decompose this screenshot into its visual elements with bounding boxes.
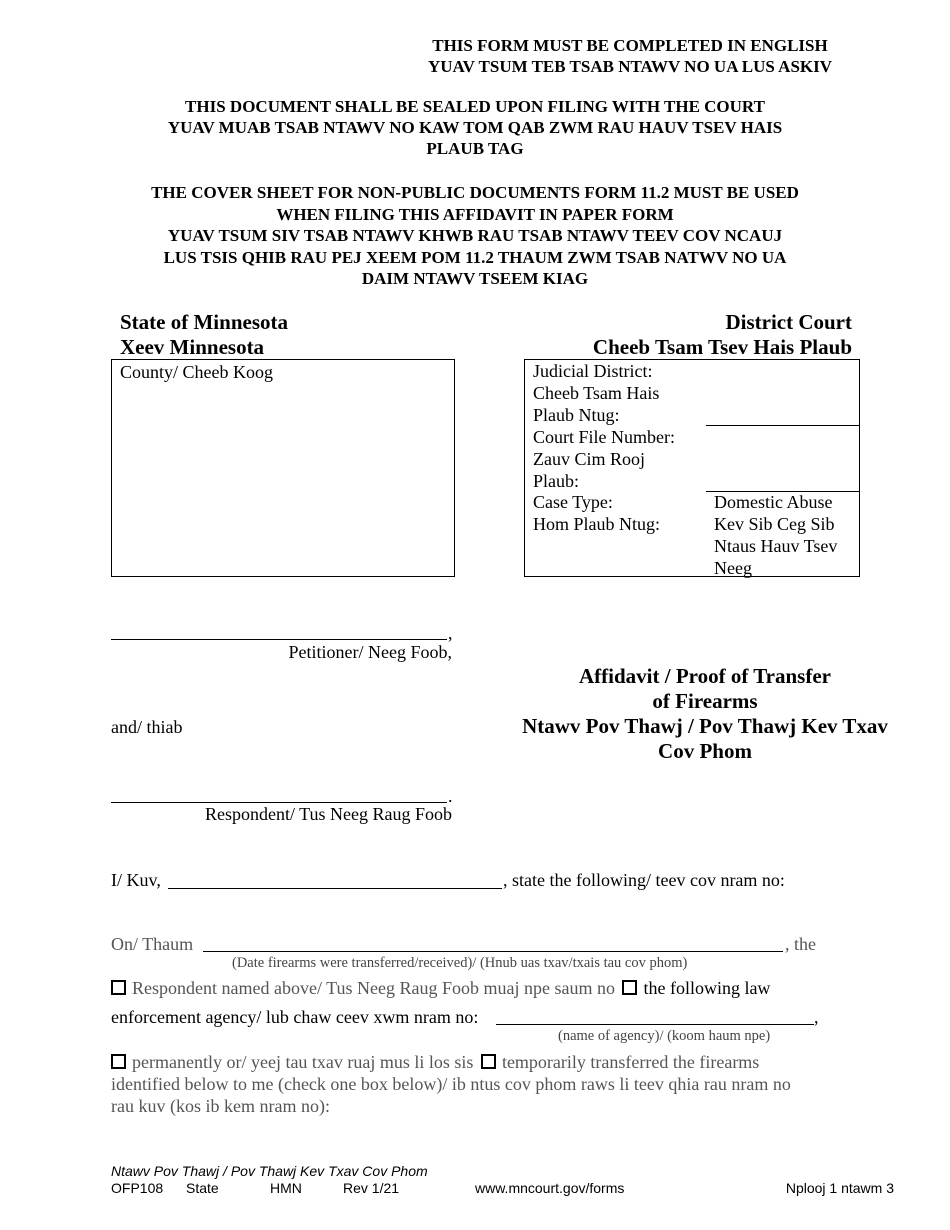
footer-url[interactable]: www.mncourt.gov/forms <box>475 1180 625 1196</box>
affiant-suffix: , state the following/ teev cov nram no: <box>503 870 785 890</box>
cover-notice-line: DAIM NTAWV TSEEM KIAG <box>361 269 589 288</box>
footer-language: HMN <box>270 1180 302 1196</box>
petitioner-comma: , <box>448 623 453 643</box>
agency-line-label: enforcement agency/ lub chaw ceev xwm nram no: <box>111 1007 479 1027</box>
cover-sheet-notice <box>75 182 875 290</box>
county-box[interactable] <box>111 359 455 577</box>
permanent-checkbox[interactable] <box>111 1054 126 1069</box>
court-name-hmong: Cheeb Tsam Tsev Hais Plaub <box>592 335 852 359</box>
footer-title: Ntawv Pov Thawj / Pov Thawj Kev Txav Cov Phom <box>111 1163 428 1179</box>
court-heading <box>500 310 852 360</box>
judicial-district-label: Judicial District: Cheeb Tsam Hais Plaub Ntug: <box>533 361 660 425</box>
footer-jurisdiction: State <box>186 1180 219 1196</box>
transfer-type-line <box>111 1051 759 1073</box>
english-notice-line: THIS FORM MUST BE COMPLETED IN ENGLISH <box>432 36 828 55</box>
english-notice <box>420 35 840 77</box>
court-info-box <box>524 359 860 577</box>
agency-option-label: the following law <box>643 978 771 998</box>
date-hint: (Date firearms were transferred/received)/ (Hnub uas txav/txais tau cov phom) <box>232 955 688 971</box>
and-label: and/ thiab <box>111 717 183 737</box>
footer-page-number: Nplooj 1 ntawm 3 <box>785 1180 894 1196</box>
petitioner-label: Petitioner/ Neeg Foob, <box>288 642 452 662</box>
state-name: State of Minnesota <box>120 310 288 334</box>
petitioner-name-field[interactable] <box>111 621 447 640</box>
form-title-line: Cov Phom <box>658 739 752 763</box>
respondent-name-field[interactable] <box>111 784 447 803</box>
sealed-notice-line: PLAUB TAG <box>426 139 524 158</box>
respondent-checkbox[interactable] <box>111 980 126 995</box>
respondent-label: Respondent/ Tus Neeg Raug Foob <box>204 804 452 824</box>
transfer-text-line-2: identified below to me (check one box below)/ ib ntus cov phom raws li teev qhia rau nram no <box>111 1074 791 1094</box>
judicial-district-field[interactable] <box>706 360 860 426</box>
transfer-date-field[interactable] <box>203 933 783 952</box>
state-heading <box>120 310 288 360</box>
form-title-line: Affidavit / Proof of Transfer <box>579 664 831 688</box>
agency-hint: (name of agency)/ (koom haum npe) <box>558 1028 771 1044</box>
case-type-label: Case Type: Hom Plaub Ntug: <box>533 492 661 534</box>
court-name: District Court <box>725 310 852 334</box>
form-title-line: of Firearms <box>652 689 758 713</box>
affiant-name-field[interactable] <box>168 870 502 889</box>
permanent-option-label: permanently or/ yeej tau txav ruaj mus li los sis <box>132 1052 474 1072</box>
state-name-hmong: Xeev Minnesota <box>120 335 265 359</box>
cover-notice-line: LUS TSIS QHIB RAU PEJ XEEM POM 11.2 THAUM ZWM TSAB NATWV NO UA <box>163 247 787 267</box>
court-file-number-field[interactable] <box>706 426 860 492</box>
english-notice-line: YUAV TSUM TEB TSAB NTAWV NO UA LUS ASKIV <box>427 57 833 76</box>
sealed-notice-line: YUAV MUAB TSAB NTAWV NO KAW TOM QAB ZWM RAU HAUV TSEV HAIS <box>167 118 783 137</box>
agency-name-field[interactable] <box>496 1006 814 1025</box>
county-label: County/ Cheeb Koog <box>120 362 273 382</box>
sealed-notice <box>75 96 875 159</box>
date-prefix: On/ Thaum <box>111 934 194 954</box>
form-title <box>505 664 905 764</box>
affiant-prefix: I/ Kuv, <box>111 870 161 890</box>
footer-form-code: OFP108 <box>111 1180 164 1196</box>
form-title-line: Ntawv Pov Thawj / Pov Thawj Kev Txav <box>522 714 888 738</box>
case-type-value: Domestic Abuse Kev Sib Ceg Sib Ntaus Hauv Tsev Neeg <box>714 492 838 578</box>
agency-checkbox[interactable] <box>622 980 637 995</box>
sealed-notice-line: THIS DOCUMENT SHALL BE SEALED UPON FILING WITH THE COURT <box>185 97 765 116</box>
court-file-number-label: Court File Number: Zauv Cim Rooj Plaub: <box>533 427 675 491</box>
agency-comma: , <box>814 1007 819 1027</box>
cover-notice-line: WHEN FILING THIS AFFIDAVIT IN PAPER FORM <box>276 204 674 224</box>
cover-notice-line: YUAV TSUM SIV TSAB NTAWV KHWB RAU TSAB NTAWV TEEV COV NCAUJ <box>167 226 783 245</box>
temporary-option-label: temporarily transferred the firearms <box>501 1052 760 1072</box>
respondent-option-label: Respondent named above/ Tus Neeg Raug Foob muaj npe saum no <box>132 978 615 998</box>
transferor-options-line <box>111 977 770 999</box>
respondent-period: . <box>448 786 453 806</box>
footer-revision: Rev 1/21 <box>343 1180 400 1196</box>
date-suffix: , the <box>785 934 816 954</box>
temporary-checkbox[interactable] <box>481 1054 496 1069</box>
cover-notice-line: THE COVER SHEET FOR NON-PUBLIC DOCUMENTS FORM 11.2 MUST BE USED <box>151 183 799 202</box>
transfer-text-line-3: rau kuv (kos ib kem nram no): <box>111 1096 330 1116</box>
